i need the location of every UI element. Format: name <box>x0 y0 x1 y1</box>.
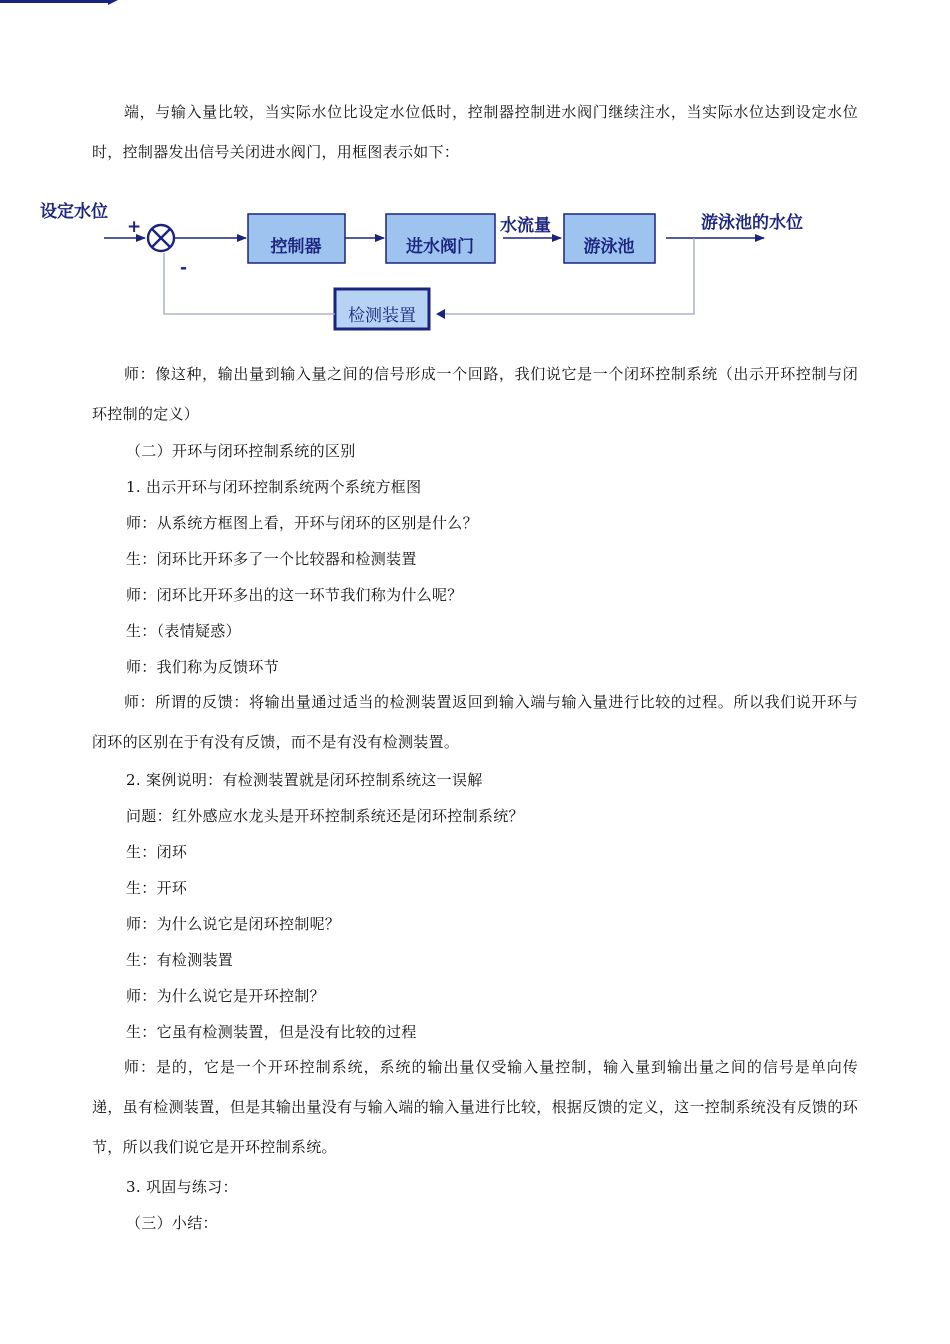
pool-label: 游泳池 <box>583 237 635 257</box>
feedback-definition-paragraph: 师：所谓的反馈：将输出量通过适当的检测装置返回到输入端与输入量进行比较的过程。所以我们说开环与闭环的区别在于有没有反馈，而不是有没有检测装置。 <box>92 693 858 751</box>
dialogue-line: 生：（表情疑惑） <box>126 622 241 640</box>
setpoint-label: 设定水位 <box>40 202 108 222</box>
dialogue-line: 师：为什么说它是开环控制？ <box>126 987 325 1005</box>
controller-label: 控制器 <box>270 237 322 257</box>
intro-paragraph: 端，与输入量比较，当实际水位比设定水位低时，控制器控制进水阀门继续注水，当实际水位达到设定水位时，控制器发出信号关闭进水阀门，用框图表示如下： <box>92 103 858 161</box>
dialogue-line: 生：闭环比开环多了一个比较器和检测装置 <box>126 550 417 568</box>
dialogue-line: 生：闭环 <box>126 843 188 861</box>
list-item-1: 1. 出示开环与闭环控制系统两个系统方框图 <box>126 478 422 496</box>
summing-junction <box>148 225 174 251</box>
feedback-arrowhead <box>436 309 445 319</box>
header-decoration-bar <box>0 0 120 6</box>
dialogue-line: 师：从系统方框图上看，开环与闭环的区别是什么？ <box>126 514 478 532</box>
question-line: 问题：红外感应水龙头是开环控制系统还是闭环控制系统？ <box>126 807 524 825</box>
closed-loop-block-diagram <box>30 190 850 340</box>
section-heading-summary: （三）小结： <box>126 1214 218 1232</box>
dialogue-line: 生：开环 <box>126 879 188 897</box>
plus-sign: + <box>127 217 142 237</box>
output-label: 游泳池的水位 <box>701 213 803 233</box>
flow-label: 水流量 <box>500 216 551 236</box>
sensor-label: 检测装置 <box>348 306 416 326</box>
dialogue-line: 生：有检测装置 <box>126 951 234 969</box>
valve-label: 进水阀门 <box>406 237 474 257</box>
section-heading-difference: （二）开环与闭环控制系统的区别 <box>126 442 356 460</box>
open-loop-explanation-paragraph: 师：是的，它是一个开环控制系统，系统的输出量仅受输入量控制，输入量到输出量之间的信号是单向传递，虽有检测装置，但是其输出量没有与输入端的输入量进行比较，根据反馈的定义，这一控制系统没有反馈的环节，所以我们说它是开环控制系统。 <box>92 1058 858 1156</box>
closed-loop-paragraph: 师：像这种，输出量到输入量之间的信号形成一个回路，我们说它是一个闭环控制系统（出示开环控制与闭环控制的定义） <box>92 365 858 423</box>
list-item-2: 2. 案例说明：有检测装置就是闭环控制系统这一误解 <box>126 771 483 789</box>
list-item-3: 3. 巩固与练习： <box>126 1178 238 1196</box>
dialogue-line: 师：闭环比开环多出的这一环节我们称为什么呢？ <box>126 586 463 604</box>
dialogue-line: 师：我们称为反馈环节 <box>126 658 280 676</box>
dialogue-line: 生：它虽有检测装置，但是没有比较的过程 <box>126 1023 417 1041</box>
minus-sign: - <box>180 258 188 278</box>
dialogue-line: 师：为什么说它是闭环控制呢？ <box>126 915 341 933</box>
